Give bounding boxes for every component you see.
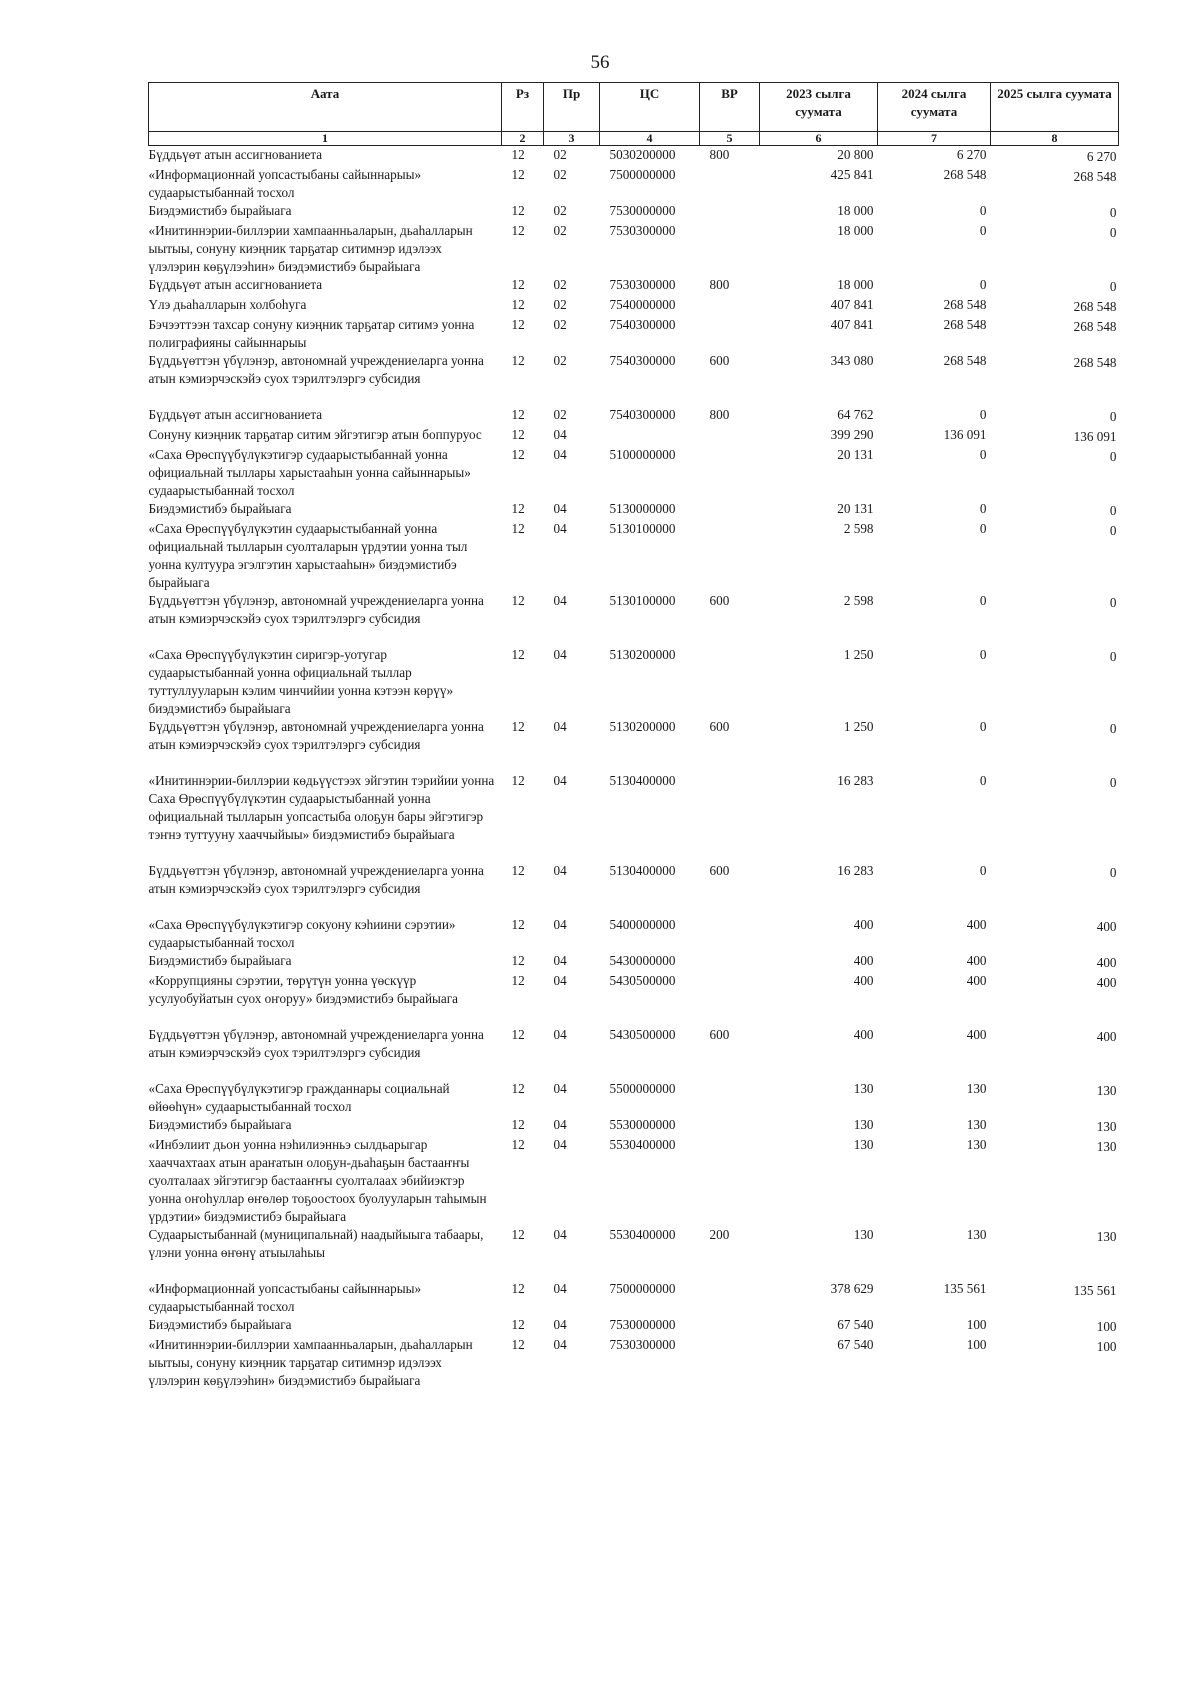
cell-2025: 0 <box>1109 595 1117 610</box>
cell-2023: 16 283 <box>837 863 874 878</box>
cell-2024: 0 <box>979 863 987 878</box>
cell-2023: 407 841 <box>830 297 874 312</box>
cell-2024: 0 <box>979 203 987 218</box>
cell-rz: 12 <box>511 521 525 536</box>
cell-rz: 12 <box>511 1317 525 1332</box>
cell-2023: 130 <box>853 1137 874 1152</box>
cell-vr <box>700 1136 760 1226</box>
cell-vr <box>700 446 760 500</box>
header-number: 8 <box>991 132 1119 146</box>
cell-name: «Инитиннэрии-биллэрии хампаанньаларын, дьаһалларын ыытыы, сонуну киэңник тарҕатар ситимнэр идэлээх үлэлэрин көҕүлээһин» биэдэмистибэ бырайыага <box>148 1337 473 1388</box>
cell-pr: 04 <box>553 427 567 442</box>
cell-2023: 18 000 <box>837 223 874 238</box>
table-row <box>149 1080 1119 1116</box>
cell-2024: 0 <box>979 647 987 662</box>
cell-2025: 100 <box>1096 1339 1117 1354</box>
cell-2024: 135 561 <box>943 1281 987 1296</box>
table-row <box>149 276 1119 296</box>
cell-cs: 7500000000 <box>609 167 676 182</box>
cell-cs: 5500000000 <box>609 1081 676 1096</box>
cell-cs: 5530000000 <box>609 1117 676 1132</box>
cell-cs: 5430500000 <box>609 1027 676 1042</box>
cell-cs: 5430500000 <box>609 973 676 988</box>
cell-cs: 7540300000 <box>609 407 676 422</box>
table-row <box>149 972 1119 1026</box>
cell-2025: 268 548 <box>1073 299 1117 314</box>
cell-cs: 7530000000 <box>609 203 676 218</box>
budget-table-container <box>148 82 1118 1390</box>
cell-2025: 268 548 <box>1073 319 1117 334</box>
cell-name: Биэдэмистибэ бырайыага <box>148 501 292 516</box>
cell-cs: 5530400000 <box>609 1227 676 1242</box>
cell-2023: 425 841 <box>830 167 874 182</box>
cell-2025: 136 091 <box>1073 429 1117 444</box>
cell-2025: 0 <box>1109 449 1117 464</box>
table-row <box>149 1316 1119 1336</box>
header-vr: ВР <box>700 83 760 132</box>
header-2024: 2024 сылга суумата <box>878 83 991 132</box>
cell-cs: 5130400000 <box>609 773 676 788</box>
cell-rz: 12 <box>511 973 525 988</box>
cell-pr: 04 <box>553 973 567 988</box>
table-row <box>149 222 1119 276</box>
cell-vr <box>700 1280 760 1316</box>
cell-2024: 268 548 <box>943 353 987 368</box>
cell-name: Бүддьүөт атын ассигнованиета <box>148 277 323 292</box>
cell-pr: 04 <box>553 863 567 878</box>
cell-name: «Саха Өрөспүүбүлүкэтигэр судаарыстыбаннай уонна официальнай тыллары харыстааһын уонна сайыннарыы» судаарыстыбаннай тосхол <box>148 447 471 498</box>
cell-pr: 04 <box>553 773 567 788</box>
cell-rz: 12 <box>511 167 525 182</box>
cell-2023: 378 629 <box>830 1281 874 1296</box>
cell-vr <box>700 1116 760 1136</box>
cell-name: «Инбэлиит дьон уонна нэһилиэнньэ сылдьарыгар хааччахтаах атын араҥатын олоҕун-дьаһаҕын бастааҥҥы суолталаах эйгэтигэр бастааҥҥы суолталаах эбийиэктэр уонна оҥоһуллар өҥөлөр тоҕоостоох буолууларын таһымын үрдэтии» биэдэмистибэ бырайыага <box>148 1137 487 1224</box>
cell-2023: 407 841 <box>830 317 874 332</box>
table-row <box>149 1336 1119 1390</box>
cell-pr: 02 <box>553 407 567 422</box>
cell-rz: 12 <box>511 147 525 162</box>
cell-cs: 5130200000 <box>609 647 676 662</box>
table-row <box>149 1026 1119 1080</box>
cell-2025: 400 <box>1096 1029 1117 1044</box>
cell-2024: 0 <box>979 719 987 734</box>
cell-2023: 18 000 <box>837 203 874 218</box>
cell-2025: 135 561 <box>1073 1283 1117 1298</box>
cell-2024: 130 <box>966 1081 987 1096</box>
table-row <box>149 1136 1119 1226</box>
cell-2023: 20 131 <box>837 501 874 516</box>
cell-2023: 67 540 <box>837 1317 874 1332</box>
cell-cs <box>600 426 700 446</box>
cell-rz: 12 <box>511 953 525 968</box>
cell-name: «Саха Өрөспүүбүлүкэтин судаарыстыбаннай уонна официальнай тылларын суолталарын үрдэтии уонна тыл уонна култуура эгэлгэтин харыстааһын» биэдэмистибэ бырайыага <box>148 521 468 590</box>
header-2023: 2023 сылга суумата <box>760 83 878 132</box>
cell-cs: 7530300000 <box>609 223 676 238</box>
cell-pr: 04 <box>553 1337 567 1352</box>
cell-pr: 04 <box>553 1027 567 1042</box>
cell-2024: 0 <box>979 521 987 536</box>
cell-pr: 02 <box>553 203 567 218</box>
cell-vr <box>700 1080 760 1116</box>
cell-name: Үлэ дьаһалларын холбоһуга <box>148 297 307 312</box>
table-row <box>149 166 1119 202</box>
cell-vr <box>700 426 760 446</box>
cell-vr: 800 <box>709 277 730 292</box>
table-body <box>149 146 1119 1391</box>
cell-name: «Информационнай уопсастыбаны сайыннарыы» судаарыстыбаннай тосхол <box>148 1281 422 1314</box>
table-row <box>149 1280 1119 1316</box>
cell-rz: 12 <box>511 501 525 516</box>
cell-cs: 5530400000 <box>609 1137 676 1152</box>
cell-2024: 6 270 <box>956 147 987 162</box>
table-row <box>149 352 1119 406</box>
cell-rz: 12 <box>511 277 525 292</box>
cell-2023: 400 <box>853 953 874 968</box>
header-number: 3 <box>544 132 600 146</box>
cell-rz: 12 <box>511 1081 525 1096</box>
cell-pr: 04 <box>553 917 567 932</box>
cell-vr: 600 <box>709 863 730 878</box>
header-number: 6 <box>760 132 878 146</box>
header-number: 4 <box>600 132 700 146</box>
cell-rz: 12 <box>511 1027 525 1042</box>
table-row <box>149 718 1119 772</box>
cell-vr <box>700 500 760 520</box>
table-row <box>149 1116 1119 1136</box>
cell-2025: 0 <box>1109 225 1117 240</box>
header-number: 7 <box>878 132 991 146</box>
table-row <box>149 862 1119 916</box>
cell-2024: 130 <box>966 1227 987 1242</box>
cell-2023: 2 598 <box>843 521 874 536</box>
cell-vr <box>700 952 760 972</box>
cell-rz: 12 <box>511 1137 525 1152</box>
cell-2025: 400 <box>1096 955 1117 970</box>
cell-2023: 2 598 <box>843 593 874 608</box>
cell-rz: 12 <box>511 203 525 218</box>
cell-2025: 268 548 <box>1073 355 1117 370</box>
cell-2025: 0 <box>1109 523 1117 538</box>
cell-pr: 04 <box>553 647 567 662</box>
header-rz: Рз <box>502 83 544 132</box>
cell-name: Бүддьүөттэн үбүлэнэр, автономнай учреждениеларга уонна атын кэмиэрчэскэйэ суох тэрилтэлэргэ субсидия <box>148 1027 484 1060</box>
cell-2025: 0 <box>1109 649 1117 664</box>
cell-pr: 04 <box>553 1081 567 1096</box>
cell-2024: 130 <box>966 1137 987 1152</box>
cell-2025: 0 <box>1109 721 1117 736</box>
table-row <box>149 426 1119 446</box>
table-row <box>149 202 1119 222</box>
cell-vr <box>700 520 760 592</box>
cell-vr <box>700 1316 760 1336</box>
table-row <box>149 406 1119 426</box>
cell-2024: 0 <box>979 447 987 462</box>
cell-2025: 130 <box>1096 1083 1117 1098</box>
header-name: Аата <box>149 83 502 132</box>
cell-rz: 12 <box>511 297 525 312</box>
cell-2025: 130 <box>1096 1119 1117 1134</box>
table-row <box>149 646 1119 718</box>
table-row <box>149 296 1119 316</box>
cell-rz: 12 <box>511 427 525 442</box>
cell-cs: 7540300000 <box>609 317 676 332</box>
cell-pr: 04 <box>553 447 567 462</box>
table-row <box>149 446 1119 500</box>
cell-name: «Саха Өрөспүүбүлүкэтин сиригэр-уотугар судаарыстыбаннай уонна официальнай тыллар туттуллууларын кэлим чинчийии уонна кэтээн көрүү» биэдэмистибэ бырайыага <box>148 647 454 716</box>
cell-pr: 04 <box>553 1117 567 1132</box>
cell-cs: 7540300000 <box>609 353 676 368</box>
cell-rz: 12 <box>511 773 525 788</box>
cell-pr: 04 <box>553 1137 567 1152</box>
cell-2023: 20 800 <box>837 147 874 162</box>
cell-2024: 0 <box>979 593 987 608</box>
cell-2025: 0 <box>1109 775 1117 790</box>
cell-2023: 16 283 <box>837 773 874 788</box>
table-row <box>149 772 1119 862</box>
cell-rz: 12 <box>511 863 525 878</box>
cell-vr: 600 <box>709 593 730 608</box>
table-row <box>149 316 1119 352</box>
cell-pr: 04 <box>553 719 567 734</box>
cell-pr: 04 <box>553 1281 567 1296</box>
cell-pr: 04 <box>553 501 567 516</box>
cell-name: Бүддьүөт атын ассигнованиета <box>148 147 323 162</box>
cell-2023: 18 000 <box>837 277 874 292</box>
cell-name: «Инитиннэрии-биллэрии көдьүүстээх эйгэтин тэрийии уонна Саха Өрөспүүбүлүкэтин судаарыстыбаннай уонна официальнай тылларын уопсастыба олоҕун бары эйгэтигэр тэҥнэ туттууну хааччыйыы» биэдэмистибэ бырайыага <box>148 773 495 842</box>
cell-rz: 12 <box>511 353 525 368</box>
cell-name: «Коррупцияны сэрэтии, төрүтүн уонна үөскүүр усулуобуйатын суох оҥоруу» биэдэмистибэ бырайыага <box>148 973 459 1006</box>
cell-2023: 130 <box>853 1227 874 1242</box>
cell-2023: 20 131 <box>837 447 874 462</box>
cell-pr: 02 <box>553 353 567 368</box>
cell-cs: 7500000000 <box>609 1281 676 1296</box>
cell-cs: 5030200000 <box>609 147 676 162</box>
cell-cs: 5400000000 <box>609 917 676 932</box>
cell-cs: 5130100000 <box>609 521 676 536</box>
cell-cs: 5430000000 <box>609 953 676 968</box>
cell-2025: 130 <box>1096 1139 1117 1154</box>
cell-rz: 12 <box>511 1281 525 1296</box>
cell-pr: 02 <box>553 277 567 292</box>
cell-2024: 268 548 <box>943 167 987 182</box>
cell-pr: 04 <box>553 593 567 608</box>
header-pr: Пр <box>544 83 600 132</box>
cell-name: Биэдэмистибэ бырайыага <box>148 953 292 968</box>
table-row <box>149 146 1119 167</box>
cell-vr <box>700 916 760 952</box>
header-cs: ЦС <box>600 83 700 132</box>
cell-name: «Саха Өрөспүүбүлүкэтигэр сокуону кэһиини сэрэтии» судаарыстыбаннай тосхол <box>148 917 456 950</box>
table-row <box>149 1226 1119 1280</box>
cell-2023: 130 <box>853 1117 874 1132</box>
cell-2024: 0 <box>979 223 987 238</box>
cell-2025: 0 <box>1109 865 1117 880</box>
page-number: 56 <box>590 52 610 73</box>
cell-2024: 400 <box>966 1027 987 1042</box>
cell-pr: 04 <box>553 1317 567 1332</box>
cell-name: Бүддьүөт атын ассигнованиета <box>148 407 323 422</box>
cell-2024: 136 091 <box>943 427 987 442</box>
cell-name: Биэдэмистибэ бырайыага <box>148 1317 292 1332</box>
cell-vr <box>700 1336 760 1390</box>
cell-2025: 0 <box>1109 279 1117 294</box>
cell-2024: 100 <box>966 1337 987 1352</box>
cell-vr: 800 <box>709 147 730 162</box>
cell-rz: 12 <box>511 317 525 332</box>
cell-cs: 5130200000 <box>609 719 676 734</box>
cell-rz: 12 <box>511 1117 525 1132</box>
budget-table <box>148 82 1119 1390</box>
cell-rz: 12 <box>511 1337 525 1352</box>
cell-cs: 5130000000 <box>609 501 676 516</box>
table-row <box>149 916 1119 952</box>
cell-pr: 04 <box>553 1227 567 1242</box>
cell-rz: 12 <box>511 719 525 734</box>
cell-2024: 0 <box>979 501 987 516</box>
cell-2024: 130 <box>966 1117 987 1132</box>
table-row <box>149 952 1119 972</box>
header-number: 5 <box>700 132 760 146</box>
cell-2023: 399 290 <box>830 427 874 442</box>
cell-pr: 02 <box>553 297 567 312</box>
cell-vr <box>700 646 760 718</box>
cell-name: Биэдэмистибэ бырайыага <box>148 1117 292 1132</box>
cell-vr: 200 <box>709 1227 730 1242</box>
cell-2024: 0 <box>979 773 987 788</box>
cell-2023: 1 250 <box>843 647 874 662</box>
cell-2024: 400 <box>966 973 987 988</box>
cell-name: Бүддьүөттэн үбүлэнэр, автономнай учреждениеларга уонна атын кэмиэрчэскэйэ суох тэрилтэлэргэ субсидия <box>148 863 484 896</box>
cell-2024: 268 548 <box>943 317 987 332</box>
cell-pr: 02 <box>553 167 567 182</box>
cell-name: Бүддьүөттэн үбүлэнэр, автономнай учреждениеларга уонна атын кэмиэрчэскэйэ суох тэрилтэлэргэ субсидия <box>148 593 484 626</box>
cell-pr: 02 <box>553 223 567 238</box>
cell-name: Бүддьүөттэн үбүлэнэр, автономнай учреждениеларга уонна атын кэмиэрчэскэйэ суох тэрилтэлэргэ субсидия <box>148 353 484 386</box>
cell-pr: 02 <box>553 147 567 162</box>
cell-rz: 12 <box>511 447 525 462</box>
cell-cs: 7530300000 <box>609 277 676 292</box>
cell-vr <box>700 296 760 316</box>
cell-2023: 343 080 <box>830 353 874 368</box>
cell-pr: 04 <box>553 953 567 968</box>
cell-cs: 7540000000 <box>609 297 676 312</box>
cell-name: «Информационнай уопсастыбаны сайыннарыы» судаарыстыбаннай тосхол <box>148 167 422 200</box>
table-header <box>149 83 1119 146</box>
cell-2024: 400 <box>966 953 987 968</box>
cell-2023: 130 <box>853 1081 874 1096</box>
cell-2024: 268 548 <box>943 297 987 312</box>
cell-2024: 100 <box>966 1317 987 1332</box>
cell-2024: 0 <box>979 407 987 422</box>
cell-name: Биэдэмистибэ бырайыага <box>148 203 292 218</box>
cell-cs: 7530300000 <box>609 1337 676 1352</box>
cell-2024: 0 <box>979 277 987 292</box>
cell-2023: 400 <box>853 1027 874 1042</box>
cell-2025: 130 <box>1096 1229 1117 1244</box>
cell-name: Судаарыстыбаннай (муниципальнай) наадыйыыга табаары, үлэни уонна өҥөнү атыылаһыы <box>148 1227 484 1260</box>
cell-rz: 12 <box>511 223 525 238</box>
cell-rz: 12 <box>511 647 525 662</box>
cell-2025: 268 548 <box>1073 169 1117 184</box>
cell-2023: 1 250 <box>843 719 874 734</box>
cell-name: Сонуну киэңник тарҕатар ситим эйгэтигэр атын боппуруос <box>148 427 482 442</box>
cell-2025: 400 <box>1096 919 1117 934</box>
cell-vr <box>700 222 760 276</box>
cell-2023: 64 762 <box>837 407 874 422</box>
header-number: 1 <box>149 132 502 146</box>
cell-rz: 12 <box>511 1227 525 1242</box>
cell-rz: 12 <box>511 917 525 932</box>
cell-2025: 100 <box>1096 1319 1117 1334</box>
table-row <box>149 592 1119 646</box>
cell-vr <box>700 316 760 352</box>
cell-rz: 12 <box>511 593 525 608</box>
cell-2025: 0 <box>1109 409 1117 424</box>
cell-vr: 600 <box>709 719 730 734</box>
cell-vr: 800 <box>709 407 730 422</box>
cell-name: Бүддьүөттэн үбүлэнэр, автономнай учреждениеларга уонна атын кэмиэрчэскэйэ суох тэрилтэлэргэ субсидия <box>148 719 484 752</box>
cell-name: «Саха Өрөспүүбүлүкэтигэр гражданнары социальнай өйөөһүн» судаарыстыбаннай тосхол <box>148 1081 450 1114</box>
header-number: 2 <box>502 132 544 146</box>
cell-2024: 400 <box>966 917 987 932</box>
cell-2025: 0 <box>1109 503 1117 518</box>
cell-2025: 6 270 <box>1086 149 1117 164</box>
cell-pr: 02 <box>553 317 567 332</box>
header-2025: 2025 сылга суумата <box>991 83 1119 132</box>
cell-2025: 400 <box>1096 975 1117 990</box>
cell-name: Бэчээттээн тахсар сонуну киэңник тарҕатар ситимэ уонна полиграфияны сайыннарыы <box>148 317 475 350</box>
cell-name: «Инитиннэрии-биллэрии хампаанньаларын, дьаһалларын ыытыы, сонуну киэңник тарҕатар ситимнэр идэлээх үлэлэрин көҕүлээһин» биэдэмистибэ бырайыага <box>148 223 473 274</box>
cell-vr <box>700 166 760 202</box>
cell-cs: 5130100000 <box>609 593 676 608</box>
cell-rz: 12 <box>511 407 525 422</box>
cell-2023: 400 <box>853 973 874 988</box>
cell-pr: 04 <box>553 521 567 536</box>
cell-vr: 600 <box>709 1027 730 1042</box>
cell-cs: 5130400000 <box>609 863 676 878</box>
table-row <box>149 520 1119 592</box>
cell-2025: 0 <box>1109 205 1117 220</box>
cell-cs: 7530000000 <box>609 1317 676 1332</box>
cell-2023: 400 <box>853 917 874 932</box>
cell-vr: 600 <box>709 353 730 368</box>
cell-vr <box>700 202 760 222</box>
table-row <box>149 500 1119 520</box>
cell-2023: 67 540 <box>837 1337 874 1352</box>
cell-vr <box>700 772 760 862</box>
cell-cs: 5100000000 <box>609 447 676 462</box>
cell-vr <box>700 972 760 1026</box>
